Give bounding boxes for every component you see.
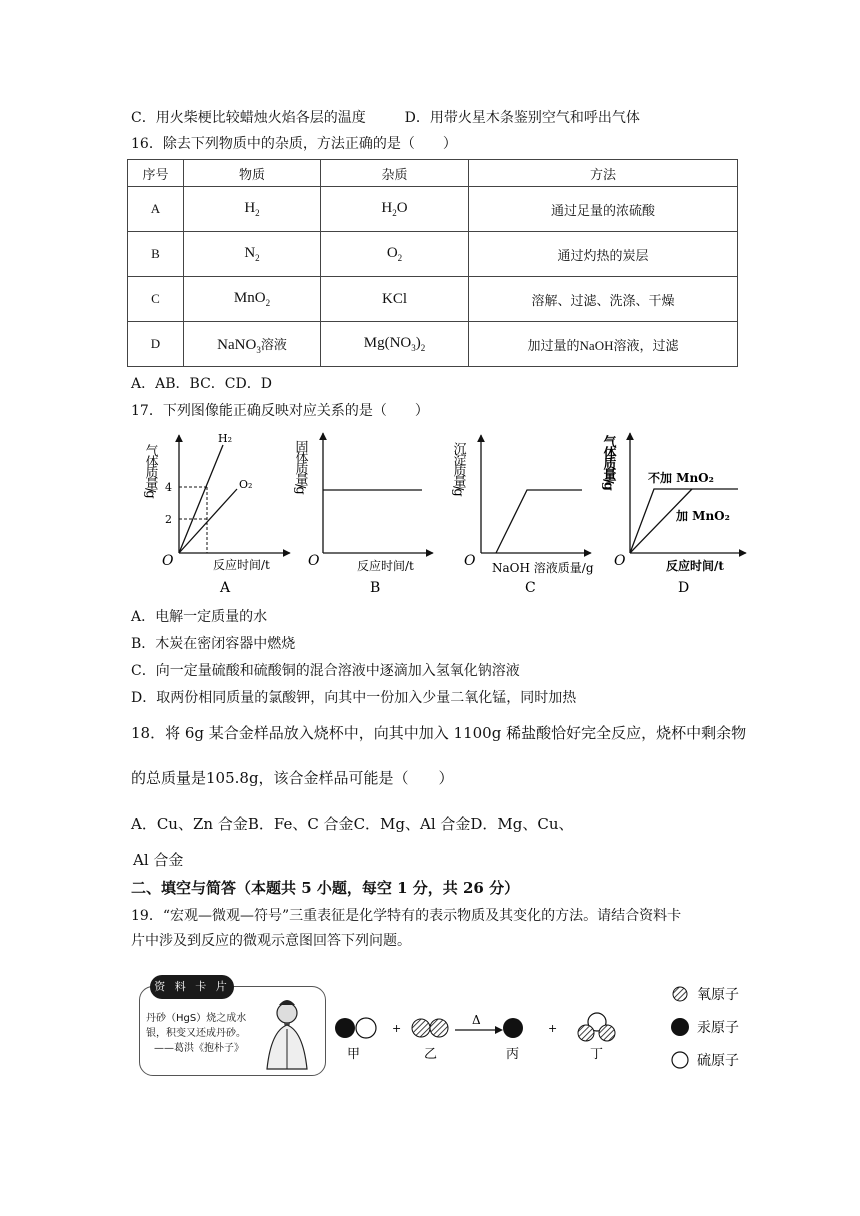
q16-options [131,374,272,394]
row-method: 通过灼热的炭层 [469,232,738,277]
heat-symbol: Δ [472,1013,481,1027]
section-2-title: 二、填空与简答（本题共 5 小题，每空 1 分，共 26 分） [131,879,520,897]
row-substance: NaNO$_3$溶液 [184,322,321,367]
q16-table [127,159,738,367]
svg-text:乙: 乙 [424,1047,438,1062]
graph-b-label: B [370,580,381,596]
legend-oxygen: 氧原子 [697,987,739,1003]
q19-reaction-diagram [0,970,860,1080]
info-card-tag: 资 料 卡 片 [150,975,234,999]
q18-line-2: 的总质量是105.8g，该合金样品可能是（ ） [131,769,454,787]
molecule-ding [578,1013,615,1062]
q19-line-1: 19．“宏观—微观—符号”三重表征是化学特有的表示物质及其变化的方法。请结合资料卡 [131,908,682,924]
row-impurity: $H_2O$ [321,187,469,232]
row-method: 加过量的NaOH溶液，过滤 [469,322,738,367]
graph-a-tick-2: 2 [165,513,172,526]
graph-d-no-mno2-label: 不加 MnO₂ [648,471,714,485]
row-id: C [128,277,184,322]
q18-option-d-cont: Al 合金 [133,851,184,869]
legend-sulfur: 硫原子 [697,1053,739,1069]
q17-option-b: B．木炭在密闭容器中燃烧 [131,636,296,652]
row-id: A [128,187,184,232]
row-substance: $N_2$ [184,232,321,277]
q18-option-d: D．Mg、Cu、 [470,815,574,833]
row-id: D [128,322,184,367]
molecule-jia [335,1018,376,1062]
graph-b-origin: O [308,553,320,569]
graph-c-xlabel: NaOH 溶液质量/g [492,561,594,575]
header-id: 序号 [128,160,184,187]
graph-b [293,433,434,596]
graph-d-xlabel: 反应时间/t [666,559,724,573]
graph-a-o2-label: O₂ [239,478,253,491]
q15-options [131,108,640,128]
row-substance: $H_2$ [184,187,321,232]
graph-a-origin: O [162,553,174,569]
table-row [128,232,738,277]
graph-c [451,435,594,596]
q18-options [131,814,574,834]
q17-stem: 17．下列图像能正确反映对应关系的是（ ） [131,403,429,419]
graph-d-ylabel: 气体质量/g [600,435,616,489]
plus-sign: + [392,1022,402,1035]
graph-c-ylabel: 沉淀质量/g [450,442,466,495]
table-row [128,322,738,367]
graph-d-mno2-label: 加 MnO₂ [676,509,730,523]
q17-option-d: D．取两份相同质量的氯酸钾，向其中一份加入少量二氧化锰，同时加热 [131,690,577,706]
graph-a-ylabel: 气体质量/g [142,444,158,497]
q16-stem: 16．除去下列物质中的杂质，方法正确的是（ ） [131,136,457,152]
q17-option-c: C．向一定量硫酸和硫酸铜的混合溶液中逐滴加入氢氧化钠溶液 [131,663,520,679]
graph-d [601,433,747,596]
q15-option-d: D．用带火星木条鉴别空气和呼出气体 [404,110,640,126]
header-impurity: 杂质 [321,160,469,187]
graph-c-label: C [525,580,536,596]
q18-line-1: 18．将 6g 某合金样品放入烧杯中，向其中加入 1100g 稀盐酸恰好完全反应，烧杯中剩余物 [131,724,747,742]
q18-option-b: B．Fe、C 合金 [247,815,354,833]
row-substance: MnO$_2$ [184,277,321,322]
q16-option-d: D．D [235,376,272,392]
q18-option-a: A．Cu、Zn 合金 [131,815,248,833]
row-method: 通过足量的浓硫酸 [469,187,738,232]
header-method: 方法 [469,160,738,187]
q18-option-c: C．Mg、Al 合金 [353,815,471,833]
q19-line-2: 片中涉及到反应的微观示意图回答下列问题。 [131,933,411,949]
molecule-bing [503,1018,523,1062]
table-header-row [128,160,738,187]
svg-text:甲: 甲 [347,1047,361,1062]
svg-text:丙: 丙 [506,1047,520,1062]
graph-c-origin: O [464,553,476,569]
info-card-text: 丹砂（HgS）烧之成水 银，积变又还成丹砂。 ——葛洪《抱朴子》 [146,1013,247,1054]
row-id: B [128,232,184,277]
graph-a-tick-4: 4 [165,481,172,494]
graph-b-ylabel: 固体质量/g [292,440,308,493]
row-method: 溶解、过滤、洗涤、干燥 [469,277,738,322]
q16-option-a: A．A [131,376,166,392]
graph-b-xlabel: 反应时间/t [357,559,414,573]
row-impurity: $O_2$ [321,232,469,277]
graph-a-label: A [220,580,231,596]
graph-d-label: D [678,580,690,596]
legend [671,987,739,1069]
plus-sign: + [548,1022,558,1035]
q16-option-c: C．C [200,376,236,392]
graph-d-origin: O [614,553,626,569]
svg-text:丁: 丁 [590,1047,604,1062]
graph-a-h2-label: H₂ [218,432,233,445]
table-row [128,277,738,322]
graph-a [143,432,291,596]
reaction-arrow [455,1013,503,1034]
row-impurity: KCl [321,277,469,322]
row-impurity: $Mg(NO_3)_2$ [321,322,469,367]
q17-graphs [0,422,860,602]
q15-option-c: C．用火柴梗比较蜡烛火焰各层的温度 [131,110,366,126]
table-row [128,187,738,232]
molecule-yi [412,1019,448,1062]
graph-a-xlabel: 反应时间/t [213,558,270,572]
q16-option-b: B．B [165,376,201,392]
header-substance: 物质 [184,160,321,187]
legend-mercury: 汞原子 [697,1020,739,1036]
q17-option-a: A．电解一定质量的水 [131,609,268,625]
